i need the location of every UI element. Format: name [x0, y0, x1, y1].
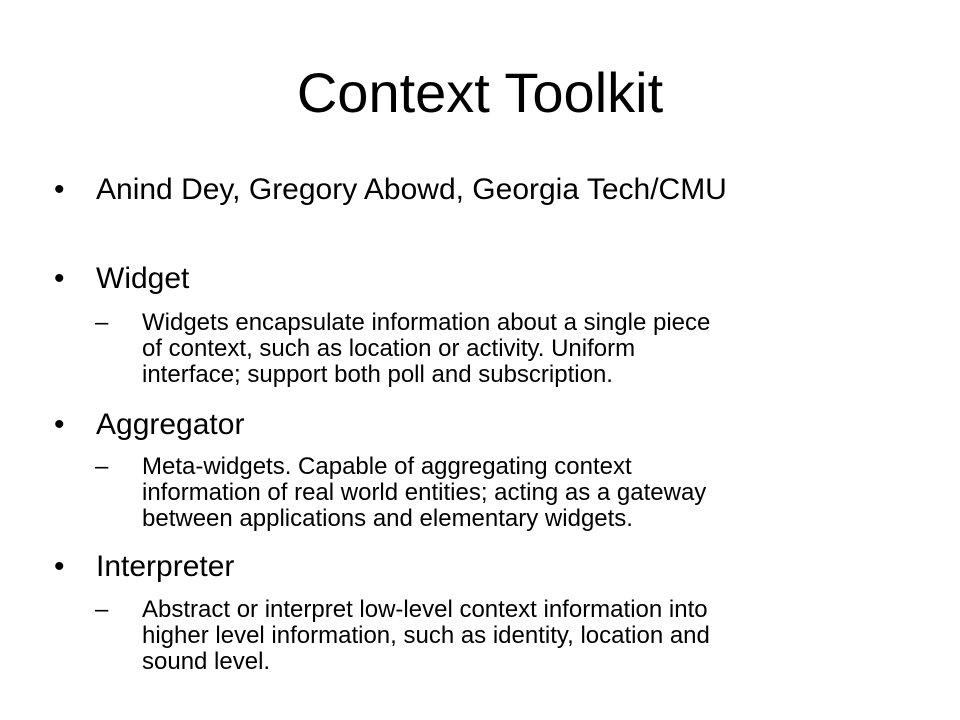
sub-line: sound level.: [142, 648, 271, 675]
bullet-dot: •: [54, 408, 65, 441]
slide-title: Context Toolkit: [296, 61, 664, 124]
bullet-dot: •: [54, 173, 65, 206]
sub-dash: –: [95, 453, 109, 480]
sub-item-widget: [95, 310, 915, 388]
sub-dash: –: [95, 309, 109, 336]
bullet-widget-text: Widget: [96, 262, 190, 295]
bullet-dot: •: [54, 262, 65, 295]
bullet-aggregator-text: Aggregator: [96, 408, 245, 441]
sub-line: between applications and elementary widgets.: [142, 505, 633, 532]
sub-line: Widgets encapsulate information about a single piece: [142, 309, 711, 336]
sub-line: of context, such as location or activity. Uniform: [142, 335, 636, 362]
sub-dash: –: [95, 596, 109, 623]
sub-line: interface; support both poll and subscription.: [142, 361, 613, 388]
sub-line: Meta-widgets. Capable of aggregating context: [142, 453, 632, 480]
bullet-interpreter-text: Interpreter: [96, 550, 235, 583]
sub-item-aggregator: [95, 454, 915, 532]
sub-line: higher level information, such as identity, location and: [142, 622, 710, 649]
bullet-dot: •: [54, 550, 65, 583]
sub-item-interpreter: [95, 597, 915, 675]
bullet-authors-text: Anind Dey, Gregory Abowd, Georgia Tech/CMU: [96, 173, 727, 206]
sub-line: Abstract or interpret low-level context information into: [142, 596, 708, 623]
sub-line: information of real world entities; acting as a gateway: [142, 479, 707, 506]
